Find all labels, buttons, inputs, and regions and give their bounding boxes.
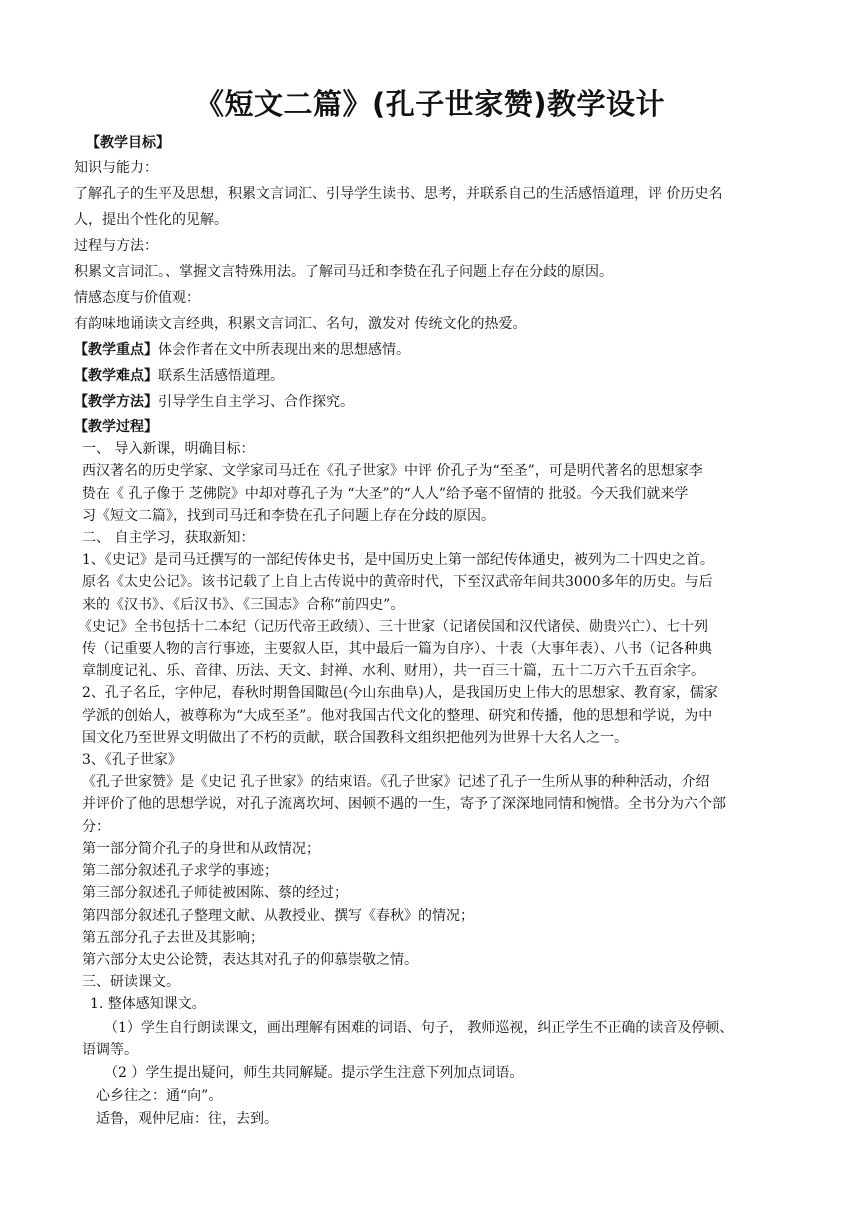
- body-line: 原名《太史公记》。该书记载了上自上古传说中的黄帝时代，下至汉武帝年间共3000多年的历史。与后: [82, 574, 713, 590]
- body-line: 学派的创始人，被尊称为“大成至圣”。他对我国古代文化的整理、研究和传播，他的思想和学说，为中: [82, 708, 713, 724]
- body-line: 国文化乃至世界文明做出了不朽的贡献，联合国教科文组织把他列为世界十大名人之一。: [82, 730, 628, 746]
- method-text: 引导学生自主学习、合作探究。: [158, 394, 354, 410]
- body-line: 二、 自主学习，获取新知：: [82, 530, 255, 546]
- body-line: 习《短文二篇》，找到司马迁和李贽在孔子问题上存在分歧的原因。: [82, 508, 495, 524]
- difficulty-label: 【教学难点】: [74, 368, 158, 384]
- body-line: 第二部分叙述孔子求学的事迹；: [82, 863, 278, 879]
- body-line: 适鲁，观仲尼庙：往，去到。: [96, 1111, 278, 1127]
- difficulty-line: [74, 364, 284, 388]
- process-label: 过程与方法：: [74, 238, 158, 254]
- body-line: 《史记》全书包括十二本纪（记历代帝王政绩）、三十世家（记诸侯国和汉代诸侯、勋贵兴亡）、七十列: [78, 619, 708, 635]
- body-line: 3、《孔子世家》: [82, 752, 182, 768]
- key-point-text: 体会作者在文中所表现出来的思想感情。: [158, 342, 410, 358]
- body-line: 1. 整体感知课文。: [90, 996, 206, 1012]
- body-line: 第六部分太史公论赞，表达其对孔子的仰慕崇敬之情。: [82, 952, 418, 968]
- body-line: 传（记重要人物的言行事迹，主要叙人臣，其中最后一篇为自序）、十表（大事年表）、八书（记各种典: [82, 641, 712, 657]
- page-title: 《短文二篇》(孔子世家赞)教学设计: [194, 87, 665, 121]
- process-heading: 【教学过程】: [74, 419, 158, 435]
- key-point-label: 【教学重点】: [74, 342, 158, 358]
- body-line: 一、 导入新课，明确目标：: [82, 441, 255, 457]
- method-label: 【教学方法】: [74, 394, 158, 410]
- knowledge-label: 知识与能力：: [74, 160, 158, 176]
- emotion-label: 情感态度与价值观：: [74, 290, 200, 306]
- body-line: 第一部分简介孔子的身世和从政情况；: [82, 841, 320, 857]
- knowledge-text-line-1: 了解孔子的生平及思想，积累文言词汇、引导学生读书、思考，并联系自己的生活感悟道理，评 价历史名: [74, 186, 723, 202]
- body-line: 贽在《 孔子像于 芝佛院》中却对尊孔子为 “大圣”的“人人”给予毫不留情的 批驳。今天我们就来学: [82, 486, 689, 502]
- emotion-text: 有韵味地诵读文言经典，积累文言词汇、名句，激发对 传统文化的热爱。: [74, 316, 527, 332]
- body-line: 第四部分叙述孔子整理文献、从教授业、撰写《春秋》的情况；: [82, 908, 474, 924]
- goals-heading: 【教学目标】: [86, 135, 170, 151]
- method-line: [74, 390, 354, 414]
- key-point-line: [74, 338, 410, 362]
- body-line: 语调等。: [82, 1042, 138, 1058]
- body-line: 第五部分孔子去世及其影响；: [82, 930, 264, 946]
- difficulty-text: 联系生活感悟道理。: [158, 368, 284, 384]
- body-line: 2、孔子名丘，字仲尼，春秋时期鲁国陬邑(今山东曲阜)人，是我国历史上伟大的思想家、教育家，儒家: [82, 685, 718, 701]
- body-line: 《孔子世家赞》是《史记 孔子世家》的结束语。《孔子世家》记述了孔子一生所从事的种种活动，介绍: [82, 774, 710, 790]
- body-line: 1、《史记》是司马迁撰写的一部纪传体史书，是中国历史上第一部纪传体通史，被列为二十四史之首。: [82, 552, 714, 568]
- body-line: 章制度记礼、乐、音律、历法、天文、封禅、水利、财用），共一百三十篇，五十二万六千五百余字。: [82, 663, 705, 679]
- body-line: 分：: [82, 819, 110, 835]
- body-line: 西汉著名的历史学家、文学家司马迁在《孔子世家》中评 价孔子为“至圣”，可是明代著名的思想家李: [82, 463, 703, 479]
- body-line: （1）学生自行朗读课文，画出理解有困难的词语、句子， 教师巡视，纠正学生不正确的读音及停顿、: [104, 1020, 734, 1036]
- process-text: 积累文言词汇。、掌握文言特殊用法。了解司马迁和李贽在孔子问题上存在分歧的原因。: [74, 264, 613, 280]
- body-line: 并评价了他的思想学说，对孔子流离坎坷、困顿不遇的一生，寄予了深深地同情和惋惜。全书分为六个部: [82, 796, 726, 812]
- body-line: 第三部分叙述孔子师徒被困陈、蔡的经过；: [82, 885, 348, 901]
- body-line: 来的《汉书》、《后汉书》、《三国志》合称“前四史”。: [82, 597, 405, 613]
- body-line: （2 ）学生提出疑问，师生共同解疑。提示学生注意下列加点词语。: [104, 1065, 524, 1081]
- knowledge-text-line-2: 人，提出个性化的见解。: [74, 212, 228, 228]
- body-line: 心乡往之：通“向”。: [96, 1088, 223, 1104]
- body-line: 三、研读课文。: [82, 974, 180, 990]
